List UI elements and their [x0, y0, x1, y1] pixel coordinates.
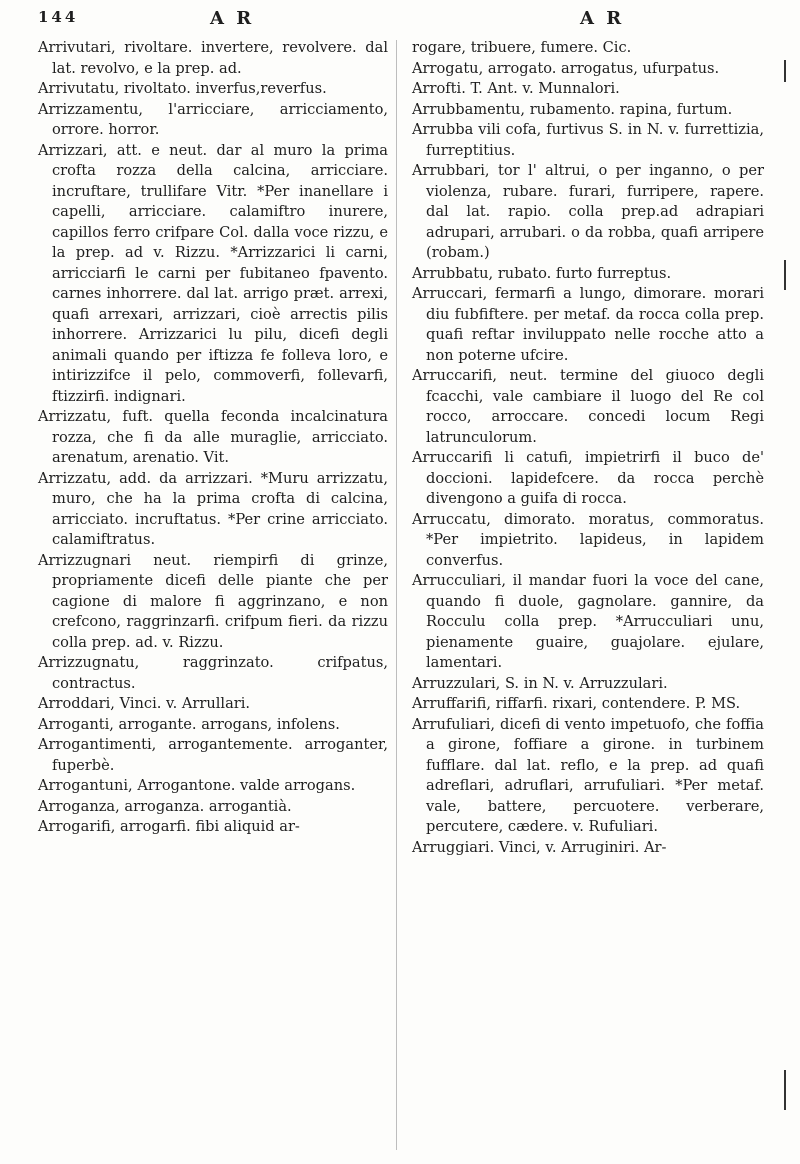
dictionary-entry: Arrizzamentu, l'arricciare, arricciamento, orrore. horror. [38, 100, 388, 138]
dictionary-entry: Arrizzari, att. e neut. dar al muro la prima crofta rozza della calcina, arricciare. incruftare, trullifare Vitr. *Per inanellare i capelli, arricciare. calamiftro inurere, capillos ferro crifpare Col. dalla voce rizzu, e la prep. ad v. Rizzu. *Arrizzarici li carni, arricciarfi le carni per fubitaneo fpavento. carnes inhorrere. dal lat. arrigo præt. arrexi, quafi arrexari, arrizzari, cioè arrectis pilis inhorrere. Arrizzarici lu pilu, dicefi degli animali quando per iftizza fe folleva loro, e intirizzifce il pelo, commoverfi, follevarfi, ftizzirfi. indignari. [38, 141, 388, 405]
dictionary-entry: Arrizzugnari neut. riempirfi di grinze, propriamente dicefi delle piante che per cagione di malore fi aggrinzano, e non crefcono, raggrinzarfi. crifpum fieri. da rizzu colla prep. ad. v. Rizzu. [38, 551, 388, 651]
page-number: 144 [38, 8, 79, 26]
dictionary-entry: rogare, tribuere, fumere. Cic. [412, 39, 632, 56]
dictionary-entry: Arrogantimenti, arrogantemente. arroganter, fuperbè. [38, 736, 388, 774]
dictionary-entry: Arruccarifi, neut. termine del giuoco degli fcacchi, vale cambiare il luogo del Re col rocco, arroccare. concedi locum Regi latrunculorum. [412, 367, 764, 446]
right-running-head: A R [580, 8, 625, 29]
dictionary-entry: Arrubbamentu, rubamento. rapina, furtum. [412, 100, 733, 118]
dictionary-entry: Arruccatu, dimorato. moratus, commoratus. *Per impietrito. lapideus, in lapidem converfus. [412, 510, 764, 569]
dictionary-entry: Arrufuliari, dicefi di vento impetuofo, che foffia a girone, foffiare a girone. in turbinem fufflare. dal lat. reflo, e la prep. ad quafi adreflari, adruflari, arrufuliari. *Per metaf. vale, battere, percuotere. verberare, percutere, cædere. v. Rufuliari. [412, 715, 764, 835]
dictionary-entry: Arrofti. T. Ant. v. Munnalori. [412, 80, 620, 97]
left-column [38, 38, 388, 838]
dictionary-entry: Arroganza, arroganza. arrogantià. [38, 797, 292, 815]
dictionary-entry: Arrubbatu, rubato. furto furreptus. [412, 264, 672, 282]
dictionary-entry: Arrubbari, tor l' altrui, o per inganno, o per violenza, rubare. furari, furripere, rapere. dal lat. rapio. colla prep.ad adrapiari adrupari, arrubari. o da robba, quafi arripere (robam.) [412, 162, 764, 261]
dictionary-entry: Arrizzatu, fuft. quella feconda incalcinatura rozza, che fi da alle muraglie, arricciato. arenatum, arenatio. Vit. [38, 408, 388, 466]
dictionary-entry: Arrivutari, rivoltare. invertere, revolvere. dal lat. revolvo, e la prep. ad. [38, 39, 388, 77]
left-running-head: A R [210, 8, 255, 29]
dictionary-entry: Arruggiari. Vinci, v. Arruginiri. Ar- [412, 838, 667, 856]
dictionary-entry: Arrivutatu, rivoltato. inverfus,reverfus. [38, 80, 327, 97]
dictionary-entry: Arruccari, fermarfi a lungo, dimorare. morari diu fubfiftere. per metaf. da rocca colla prep. quafi reftar inviluppato nelle rocche atto a non poterne ufcire. [412, 285, 764, 364]
page-edge-mark [784, 60, 786, 82]
dictionary-entry: Arrizzatu, add. da arrizzari. *Muru arrizzatu, muro, che ha la prima crofta di calcina, arricciato. incruftatus. *Per crine arricciato. calamiftratus. [38, 469, 388, 548]
dictionary-entry: Arroddari, Vinci. v. Arrullari. [38, 695, 251, 712]
dictionary-entry: Arruccarifi li catufi, impietrirfi il buco de' doccioni. lapidefcere. da rocca perchè divengono a guifa di rocca. [412, 449, 764, 507]
column-divider [396, 40, 397, 1150]
page-edge-mark [784, 1070, 786, 1110]
dictionary-entry: Arroganti, arrogante. arrogans, infolens. [38, 715, 340, 733]
dictionary-entry: Arrubba vili cofa, furtivus S. in N. v. furrettizia, furreptitius. [412, 121, 764, 159]
dictionary-entry: Arrizzugnatu, raggrinzato. crifpatus, contractus. [38, 654, 388, 692]
dictionary-entry: Arrogatu, arrogato. arrogatus, ufurpatus. [412, 59, 720, 77]
dictionary-entry: Arrogantuni, Arrogantone. valde arrogans. [38, 777, 356, 794]
right-column [412, 38, 764, 858]
dictionary-entry: Arruffarifi, riffarfi. rixari, contendere. P. MS. [412, 695, 741, 712]
dictionary-entry: Arrucculiari, il mandar fuori la voce del cane, quando fi duole, gagnolare. gannire, da Rocculu colla prep. *Arrucculiari unu, pienamente guaire, guajolare. ejulare, lamentari. [412, 572, 764, 671]
dictionary-entry: Arrogarifi, arrogarfi. fibi aliquid ar- [38, 818, 300, 835]
dictionary-entry: Arruzzulari, S. in N. v. Arruzzulari. [412, 674, 668, 692]
page-edge-mark [784, 260, 786, 290]
